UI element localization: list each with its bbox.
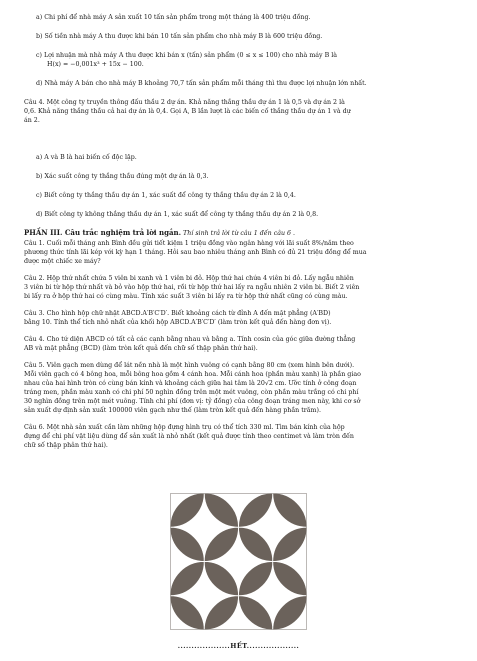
question-4-stem-3: án 2.	[24, 117, 40, 124]
question-3d: d) Nhà máy A bán cho nhà máy B khoảng 70,7 tấn sản phẩm mỗi tháng thì thu được lợi nhuận lớn nhất.	[36, 80, 367, 87]
short-q1-line-3: được một chiếc xe máy?	[24, 258, 101, 265]
short-q5-line-2: Mỗi viên gạch có 4 bông hoa, mỗi bông hoa gồm 4 cánh hoa. Mỗi cánh hoa (phần màu xanh) là phần giao	[24, 371, 361, 378]
short-q2-line-2: 3 viên bi từ hộp thứ nhất và bỏ vào hộp thứ hai, rồi từ hộp thứ hai lấy ra ngẫu nhiên 2 viên bi. Biết 2 viên	[24, 284, 360, 291]
question-4b: b) Xác suất công ty thắng thầu đúng một dự án là 0,3.	[36, 173, 209, 180]
short-q5-line-1: Câu 5. Viên gạch men dùng để lát nền nhà là một hình vuông có cạnh bằng 80 cm (xem hình bên dưới).	[24, 362, 355, 369]
short-q3-line-1: Câu 3. Cho hình hộp chữ nhật ABCD.A′B′C′D′. Biết khoảng cách từ đỉnh A đến mặt phẳng (A′BD)	[24, 310, 331, 317]
question-4a: a) A và B là hai biến cố độc lập.	[36, 154, 137, 161]
question-4-stem-2: 0,6. Khả năng thắng thầu cả hai dự án là 0,4. Gọi A, B lần lượt là các biến cố thắng thầu dự án 1 và dự	[24, 108, 351, 115]
question-3b: b) Số tiền nhà máy A thu được khi bán 10 tấn sản phẩm cho nhà máy B là 600 triệu đồng.	[36, 33, 323, 40]
end-marker: ...................HẾT...................	[177, 642, 300, 650]
question-4c: c) Biết công ty thắng thầu dự án 1, xác suất để công ty thắng thầu dự án 2 là 0,4.	[36, 192, 296, 199]
short-q5-line-3: nhau của hai hình tròn có cùng bán kính và khoảng cách giữa hai tâm là 20√2 cm. Ước tính ở công đoạn	[24, 380, 357, 387]
short-q2-line-1: Câu 2. Hộp thứ nhất chứa 5 viên bi xanh và 1 viên bi đỏ. Hộp thứ hai chứa 4 viên bi đỏ. Lấy ngẫu nhiên	[24, 275, 354, 282]
short-q5-line-6: sản xuất dự định sản xuất 100000 viên gạch như thế (làm tròn kết quả đến hàng phần trăm).	[24, 407, 321, 414]
question-3c: c) Lợi nhuận mà nhà máy A thu được khi bán x (tấn) sản phẩm (0 ≤ x ≤ 100) cho nhà máy B là	[36, 52, 337, 59]
short-q5-line-5: 30 nghìn đồng trên một mét vuông. Tính chi phí (đơn vị: tỷ đồng) của công đoạn tráng men này, khi cơ sở	[24, 398, 361, 405]
question-3c-formula: H(x) = −0,001x³ + 15x − 100.	[47, 61, 144, 68]
short-q3-line-2: bằng 10. Tính thể tích nhỏ nhất của khối hộp ABCD.A′B′C′D′ (làm tròn kết quả đến hàng đơn vị).	[24, 319, 332, 326]
short-q1-line-1: Câu 1. Cuối mỗi tháng anh Bình đều gửi tiết kiệm 1 triệu đồng vào ngân hàng với lãi suất 8%/năm theo	[24, 240, 354, 247]
short-q6-line-1: Câu 6. Một nhà sản xuất cần làm những hộp đựng hình trụ có thể tích 330 ml. Tìm bán kính của hộp	[24, 424, 345, 431]
short-q4-line-1: Câu 4. Cho tứ diện ABCD có tất cả các cạnh bằng nhau và bằng a. Tính cosin của góc giữa đường thẳng	[24, 336, 356, 343]
question-4-stem-1: Câu 4. Một công ty truyền thông đấu thầu 2 dự án. Khả năng thắng thầu dự án 1 là 0,5 và dự án 2 là	[24, 99, 345, 106]
short-q6-line-2: đựng để chi phí vật liệu dùng để sản xuất là nhỏ nhất (kết quả được tính theo centimet và làm tròn đến	[24, 433, 354, 440]
short-q4-line-2: AB và mặt phẳng (BCD) (làm tròn kết quả đến chữ số thập phân thứ hai).	[24, 345, 258, 352]
section-3-heading	[0, 229, 477, 238]
tile-pattern-image	[170, 493, 307, 630]
section-3-instruction: Thí sinh trả lời từ câu 1 đến câu 6 .	[183, 230, 296, 237]
short-q6-line-3: chữ số thập phân thứ hai).	[24, 442, 108, 449]
short-q2-line-3: bi lấy ra ở hộp thứ hai có cùng màu. Tính xác suất 3 viên bi lấy ra từ hộp thứ nhất cũng có cùng màu.	[24, 293, 348, 300]
question-4d: d) Biết công ty không thắng thầu dự án 1, xác suất để công ty thắng thầu dự án 2 là 0,8.	[36, 211, 319, 218]
section-3-title: PHẦN III. Câu trắc nghiệm trả lời ngắn.	[24, 228, 182, 237]
short-q5-line-4: tráng men, phần màu xanh có chi phí 50 nghìn đồng trên một mét vuông, còn phần màu trắng có chi phí	[24, 389, 359, 396]
short-q1-line-2: phương thức tính lãi kép với kỳ hạn 1 tháng. Hỏi sau bao nhiêu tháng anh Bình có đủ 21 triệu đồng để mua	[24, 249, 367, 256]
question-3a: a) Chi phí để nhà máy A sản xuất 10 tấn sản phẩm trong một tháng là 400 triệu đồng.	[36, 14, 311, 21]
tile-figure	[170, 493, 307, 630]
